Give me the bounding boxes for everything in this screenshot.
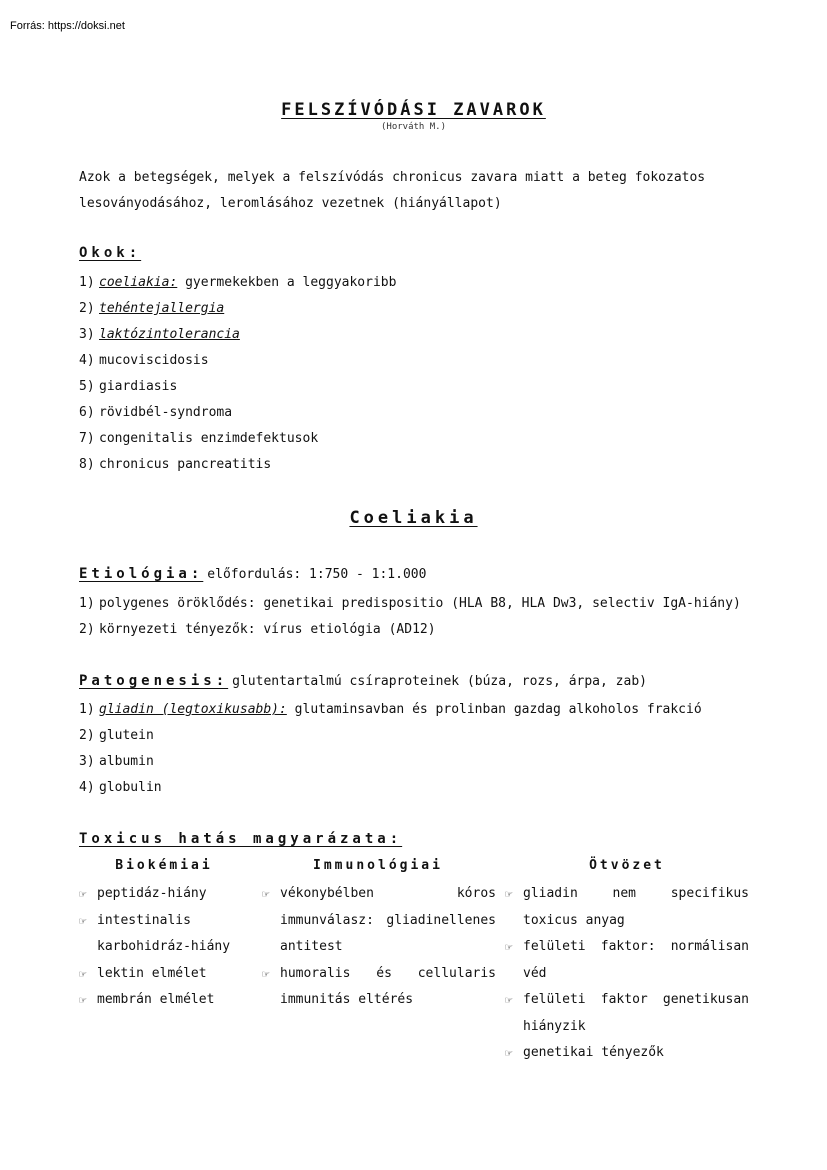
okok-item — [79, 400, 759, 426]
toxicus-item-text: intestinalis karbohidráz-hiány — [97, 912, 231, 954]
toxicus-item — [505, 881, 749, 934]
okok-item — [79, 426, 759, 452]
page-title: FELSZÍVÓDÁSI ZAVAROK — [281, 100, 546, 120]
toxicus-item — [505, 1040, 749, 1067]
etiologia-item — [79, 617, 759, 643]
item-number: 2) — [79, 622, 95, 637]
item-number: 4) — [79, 780, 95, 795]
patogenesis-item — [79, 697, 759, 723]
column-title-otvozet: Ötvözet — [589, 858, 665, 873]
item-term: coeliakia: — [99, 275, 178, 290]
etiologia-list — [79, 591, 759, 643]
patogenesis-list — [79, 697, 759, 801]
coeliakia-heading: Coeliakia — [349, 508, 478, 528]
patogenesis-item — [79, 775, 759, 801]
pointing-hand-icon: ☞ — [505, 940, 513, 954]
toxicus-item — [79, 961, 251, 988]
toxicus-item-text: genetikai tényezők — [523, 1045, 664, 1060]
pointing-hand-icon: ☞ — [79, 887, 87, 901]
item-number: 8) — [79, 457, 95, 472]
etiologia-incidence: előfordulás: 1:750 - 1:1.000 — [207, 567, 427, 582]
column-immunologiai — [262, 881, 496, 1014]
item-text: glutaminsavban és prolinban gazdag alkoholos frakció — [286, 702, 702, 717]
toxicus-item-text: felületi faktor genetikusan hiányzik — [523, 992, 749, 1034]
okok-item — [79, 322, 759, 348]
pointing-hand-icon: ☞ — [262, 966, 270, 981]
item-text: congenitalis enzimdefektusok — [99, 431, 319, 446]
okok-list — [79, 270, 759, 478]
pointing-hand-icon: ☞ — [505, 1046, 513, 1060]
item-term: laktózintolerancia — [99, 327, 240, 342]
toxicus-item — [505, 987, 749, 1040]
item-text: rövidbél-syndroma — [99, 405, 233, 420]
column-title-biokemiai: Biokémiai — [115, 858, 213, 873]
toxicus-item-text: vékonybélben kóros immunválasz: gliadinellenes antitest — [280, 886, 496, 954]
item-text: chronicus pancreatitis — [99, 457, 272, 472]
item-text: globulin — [99, 780, 162, 795]
patogenesis-item — [79, 749, 759, 775]
item-number: 1) — [79, 596, 95, 611]
toxicus-item — [262, 881, 496, 961]
okok-heading: Okok: — [79, 245, 142, 261]
patogenesis-item — [79, 723, 759, 749]
pointing-hand-icon: ☞ — [262, 887, 270, 901]
toxicus-item-text: humoralis és cellularis immunitás eltérés — [280, 965, 496, 1007]
intro-paragraph: Azok a betegségek, melyek a felszívódás chronicus zavara miatt a beteg fokozatos lesoványodásához, leromlásához vezetnek (hiányállapot) — [79, 170, 706, 211]
toxicus-item-text: peptidáz-hiány — [97, 886, 207, 901]
pointing-hand-icon: ☞ — [79, 966, 87, 981]
item-number: 4) — [79, 353, 95, 368]
toxicus-item-text: felületi faktor: normálisan véd — [523, 939, 749, 981]
item-number: 3) — [79, 327, 95, 342]
okok-item — [79, 452, 759, 478]
toxicus-item-text: membrán elmélet — [97, 992, 215, 1007]
pointing-hand-icon: ☞ — [79, 993, 87, 1007]
item-term: tehéntejallergia — [99, 301, 225, 316]
column-title-immunologiai: Immunológiai — [313, 858, 443, 873]
item-number: 2) — [79, 728, 95, 743]
item-number: 6) — [79, 405, 95, 420]
source-note: Forrás: https://doksi.net — [10, 20, 125, 32]
toxicus-item — [79, 908, 251, 961]
toxicus-item-text: lektin elmélet — [97, 965, 207, 981]
item-text: polygenes öröklődés: genetikai predispositio (HLA B8, HLA Dw3, selectiv IgA-hiány) — [99, 596, 741, 611]
toxicus-heading: Toxicus hatás magyarázata: — [79, 831, 403, 847]
pointing-hand-icon: ☞ — [79, 913, 87, 928]
item-text: glutein — [99, 728, 154, 743]
item-number: 1) — [79, 702, 95, 717]
patogenesis-heading: Patogenesis: glutentartalmú csíraproteinek (búza, rozs, árpa, zab) — [79, 673, 647, 689]
item-text: gyermekekben a leggyakoribb — [177, 275, 397, 290]
etiologia-heading: Etiológia: előfordulás: 1:750 - 1:1.000 — [79, 566, 427, 582]
toxicus-item — [505, 934, 749, 987]
okok-item — [79, 374, 759, 400]
item-text: mucoviscidosis — [99, 353, 209, 368]
author: (Horváth M.) — [380, 122, 447, 132]
item-number: 7) — [79, 431, 95, 446]
item-number: 5) — [79, 379, 95, 394]
item-text: környezeti tényezők: vírus etiológia (AD12) — [99, 622, 436, 637]
item-term: gliadin (legtoxikusabb): — [99, 702, 287, 717]
okok-item — [79, 270, 759, 296]
item-number: 3) — [79, 754, 95, 769]
column-otvozet — [505, 881, 749, 1067]
toxicus-item-text: gliadin nem specifikus toxicus anyag — [523, 886, 749, 928]
item-text: giardiasis — [99, 379, 178, 394]
okok-item — [79, 348, 759, 374]
column-biokemiai — [79, 881, 251, 1014]
item-number: 2) — [79, 301, 95, 316]
toxicus-item — [79, 987, 251, 1014]
pointing-hand-icon: ☞ — [505, 887, 513, 901]
pointing-hand-icon: ☞ — [505, 993, 513, 1007]
item-text: albumin — [99, 754, 154, 769]
etiologia-item — [79, 591, 759, 617]
item-number: 1) — [79, 275, 95, 290]
toxicus-item — [262, 961, 496, 1014]
toxicus-item — [79, 881, 251, 908]
patogenesis-note: glutentartalmú csíraproteinek (búza, rozs, árpa, zab) — [232, 674, 647, 689]
okok-item — [79, 296, 759, 322]
